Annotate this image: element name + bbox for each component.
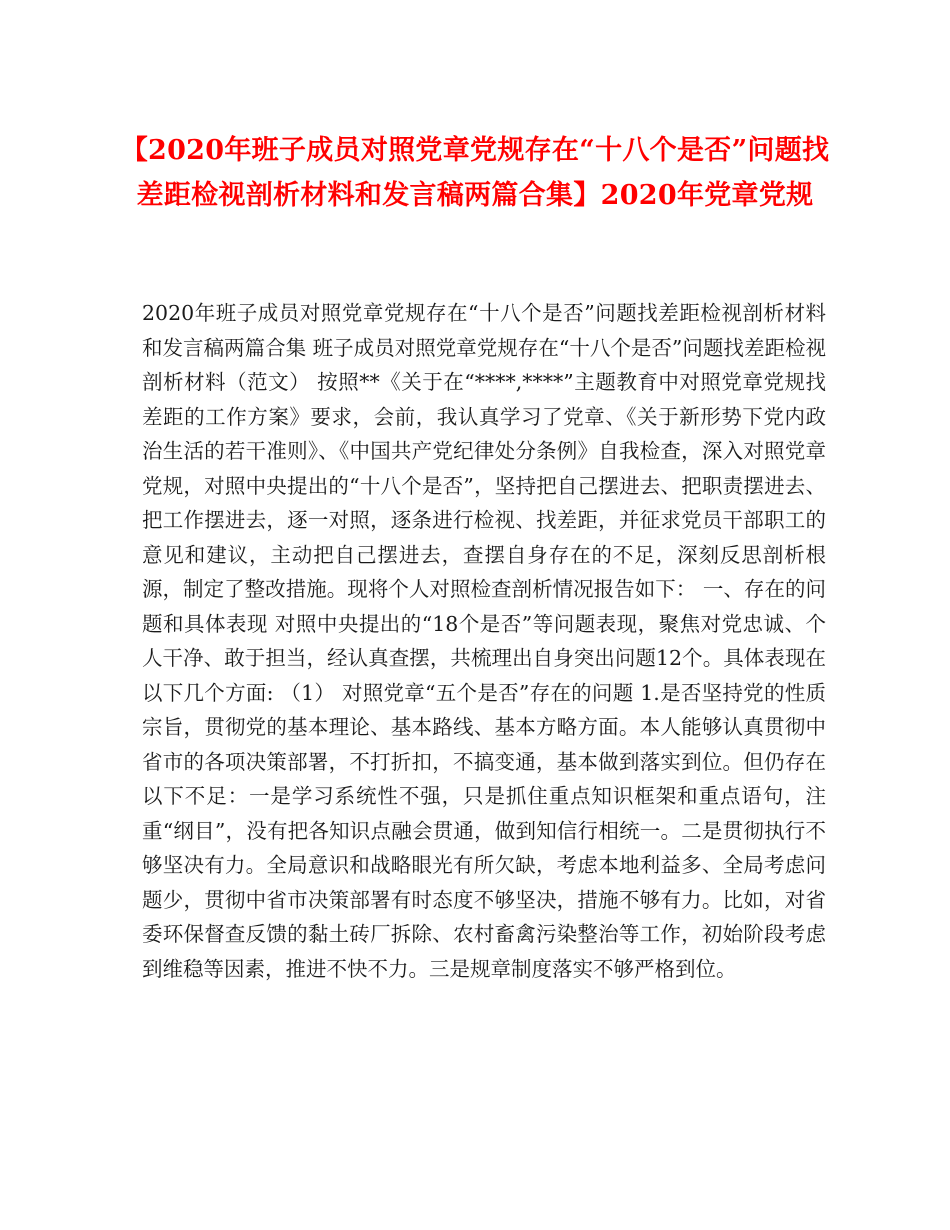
document-title: 【2020年班子成员对照党章党规存在“十八个是否”问题找差距检视剖析材料和发言稿两篇合集】2020年党章党规: [120, 135, 830, 211]
document-body: 2020年班子成员对照党章党规存在“十八个是否”问题找差距检视剖析材料和发言稿两篇合集 班子成员对照党章党规存在“十八个是否”问题找差距检视剖析材料（范文） 按照**《关于在“****,****”主题教育中对照党章党规找差距的工作方案》要求，会前，我认真学习了党章、《关于新形势下党内政治生活的若干准则》、《中国共产党纪律处分条例》自我检查，深入对照党章党规，对照中央提出的“十八个是否”，坚持把自己摆进去、把职责摆进去、把工作摆进去，逐一对照，逐条进行检视、找差距，并征求党员干部职工的意见和建议，主动把自己摆进去，查摆自身存在的不足，深刻反思剖析根源，制定了整改措施。现将个人对照检查剖析情况报告如下： 一、存在的问题和具体表现 对照中央提出的“18个是否”等问题表现，聚焦对党忠诚、个人干净、敢于担当，经认真查摆，共梳理出自身突出问题12个。具体表现在以下几个方面: （1） 对照党章“五个是否”存在的问题 1.是否坚持党的性质宗旨，贯彻党的基本理论、基本路线、基本方略方面。本人能够认真贯彻中省市的各项决策部署，不打折扣，不搞变通，基本做到落实到位。但仍存在以下不足：一是学习系统性不强，只是抓住重点知识框架和重点语句，注重“纲目”，没有把各知识点融会贯通，做到知信行相统一。二是贯彻执行不够坚决有力。全局意识和战略眼光有所欠缺，考虑本地利益多、全局考虑问题少，贯彻中省市决策部署有时态度不够坚决，措施不够有力。比如，对省委环保督查反馈的黏土砖厂拆除、农村畜禽污染整治等工作，初始阶段考虑到维稳等因素，推进不快不力。三是规章制度落实不够严格到位。: [142, 301, 826, 981]
